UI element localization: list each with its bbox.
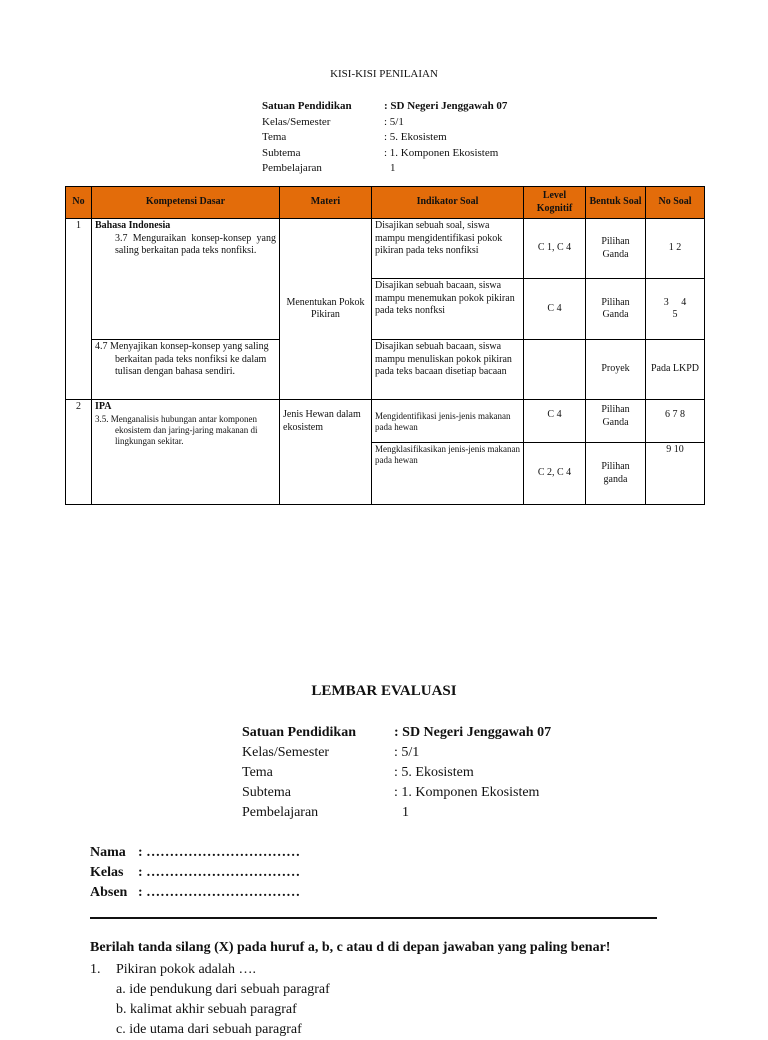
- bentuk-text: Pilihan Ganda: [601, 404, 630, 428]
- table-header-row: [66, 187, 705, 219]
- cell-level: C 4: [524, 279, 586, 340]
- cell-no: 2: [66, 400, 92, 505]
- cell-indikator: Mengklasifikasikan jenis-jenis makanan pada hewan: [372, 443, 524, 505]
- question-text: Pikiran pokok adalah ….: [116, 962, 256, 977]
- info-label: Subtema: [262, 146, 301, 159]
- cell-no-soal: 9 10: [646, 443, 705, 505]
- ident-row-absen[interactable]: [90, 883, 300, 903]
- table-row: [66, 340, 705, 400]
- ident-blank: : ……………………………: [138, 865, 301, 880]
- cell-materi: [280, 400, 372, 505]
- info-label: Pembelajaran: [242, 805, 319, 820]
- info-value: 1: [390, 162, 396, 174]
- info-row: [262, 115, 507, 131]
- kd-text: 3.5. Menganalisis hubungan antar komponen ekosistem dan jaring-jaring makanan di lingkungan sekitar.: [95, 413, 258, 446]
- cell-bentuk: Pilihan Ganda: [586, 279, 646, 340]
- cell-no: 1: [66, 219, 92, 400]
- identity-block-evaluasi: [242, 723, 551, 823]
- header-materi: Materi: [280, 187, 372, 219]
- info-row: [262, 161, 507, 177]
- identity-block-kisi: [262, 99, 507, 177]
- option-a[interactable]: a. ide pendukung dari sebuah paragraf: [116, 982, 330, 997]
- kisi-table: [65, 186, 705, 505]
- cell-level: [524, 340, 586, 400]
- table-row: [66, 219, 705, 279]
- cell-bentuk: [586, 400, 646, 443]
- header-no: No: [66, 187, 92, 219]
- info-row: [242, 723, 551, 743]
- question-1: [90, 960, 330, 1040]
- info-value: : 5/1: [384, 115, 404, 128]
- info-row: [242, 763, 551, 783]
- info-label: Pembelajaran: [262, 162, 322, 174]
- materi-text: Jenis Hewan dalam ekosistem: [283, 409, 361, 433]
- info-row: [242, 803, 551, 823]
- cell-indikator: Disajikan sebuah bacaan, siswa mampu menemukan pokok pikiran pada teks nonfksi: [372, 279, 524, 340]
- info-value: : 1. Komponen Ekosistem: [384, 146, 499, 159]
- info-row: [262, 146, 507, 162]
- info-row: [262, 130, 507, 146]
- option-b[interactable]: b. kalimat akhir sebuah paragraf: [116, 1002, 297, 1017]
- ident-label: Absen: [90, 885, 128, 900]
- cell-no-soal: 1 2: [646, 219, 705, 279]
- cell-bentuk: Pilihan ganda: [586, 443, 646, 505]
- ident-blank: : ……………………………: [138, 845, 301, 860]
- ident-label: Kelas: [90, 865, 124, 880]
- cell-level: [524, 400, 586, 443]
- header-no-soal: No Soal: [646, 187, 705, 219]
- header-bentuk: Bentuk Soal: [586, 187, 646, 219]
- ident-row-kelas[interactable]: [90, 863, 300, 883]
- instruction-text: Berilah tanda silang (X) pada huruf a, b, c atau d di depan jawaban yang paling benar!: [90, 940, 611, 955]
- option-c[interactable]: c. ide utama dari sebuah paragraf: [116, 1022, 302, 1037]
- info-value: : 1. Komponen Ekosistem: [394, 785, 540, 800]
- table-row: [66, 400, 705, 443]
- cell-kd: [92, 340, 280, 400]
- no-soal-text: 6 7 8: [665, 409, 685, 420]
- question-stem: [90, 960, 330, 980]
- cell-bentuk: Pilihan Ganda: [586, 219, 646, 279]
- ident-row-nama[interactable]: [90, 843, 300, 863]
- info-row: [242, 743, 551, 763]
- info-label: Satuan Pendidikan: [262, 100, 352, 112]
- cell-no-soal: Pada LKPD: [646, 340, 705, 400]
- kd-subject: IPA: [95, 401, 112, 412]
- info-row: [262, 99, 507, 115]
- header-indikator: Indikator Soal: [372, 187, 524, 219]
- cell-indikator: Disajikan sebuah soal, siswa mampu mengidentifikasi pokok pikiran pada teks nonfiksi: [372, 219, 524, 279]
- cell-bentuk: Proyek: [586, 340, 646, 400]
- info-label: Kelas/Semester: [262, 115, 331, 128]
- info-label: Satuan Pendidikan: [242, 725, 356, 740]
- cell-kd: [92, 400, 280, 505]
- level-text: C 4: [547, 409, 562, 420]
- info-label: Tema: [242, 765, 273, 780]
- ident-blank: : ……………………………: [138, 885, 301, 900]
- info-label: Tema: [262, 131, 287, 143]
- info-value: : SD Negeri Jenggawah 07: [384, 100, 508, 112]
- info-label: Subtema: [242, 785, 291, 800]
- kd-text: 4.7 Menyajikan konsep-konsep yang saling berkaitan pada teks nonfiksi ke dalam tulisan dengan bahasa sendiri.: [95, 341, 269, 377]
- page-title-kisi: KISI-KISI PENILAIAN: [330, 68, 438, 80]
- info-label: Kelas/Semester: [242, 745, 330, 760]
- cell-no-soal: [646, 400, 705, 443]
- info-value: : 5. Ekosistem: [394, 765, 474, 780]
- cell-indikator: Disajikan sebuah bacaan, siswa mampu menuliskan pokok pikiran pada teks bacaan disetiap bacaan: [372, 340, 524, 400]
- indikator-text: Mengidentifikasi jenis-jenis makanan pada hewan: [375, 411, 511, 432]
- page-title-evaluasi: LEMBAR EVALUASI: [311, 683, 457, 699]
- cell-level: C 2, C 4: [524, 443, 586, 505]
- kd-subject: Bahasa Indonesia: [95, 220, 171, 231]
- header-level: Level Kognitif: [524, 187, 586, 219]
- info-value: : 5/1: [394, 745, 420, 760]
- question-number: 1.: [90, 962, 101, 977]
- divider-line: [90, 917, 657, 919]
- kd-text: 3.7 Menguraikan konsep-konsep yang saling berkaitan pada teks nonfiksi.: [115, 232, 276, 256]
- cell-indikator: [372, 400, 524, 443]
- header-kompetensi: Kompetensi Dasar: [92, 187, 280, 219]
- no-soal-line: 3 4: [663, 296, 687, 308]
- info-value: 1: [402, 805, 409, 820]
- cell-materi: Menentukan Pokok Pikiran: [280, 219, 372, 400]
- cell-level: C 1, C 4: [524, 219, 586, 279]
- student-identity: [90, 843, 300, 903]
- info-value: : SD Negeri Jenggawah 07: [394, 725, 552, 740]
- cell-kd: [92, 219, 280, 340]
- cell-no-soal: [646, 279, 705, 340]
- info-value: : 5. Ekosistem: [384, 131, 447, 143]
- ident-label: Nama: [90, 845, 126, 860]
- no-soal-line: 5: [672, 309, 678, 320]
- info-row: [242, 783, 551, 803]
